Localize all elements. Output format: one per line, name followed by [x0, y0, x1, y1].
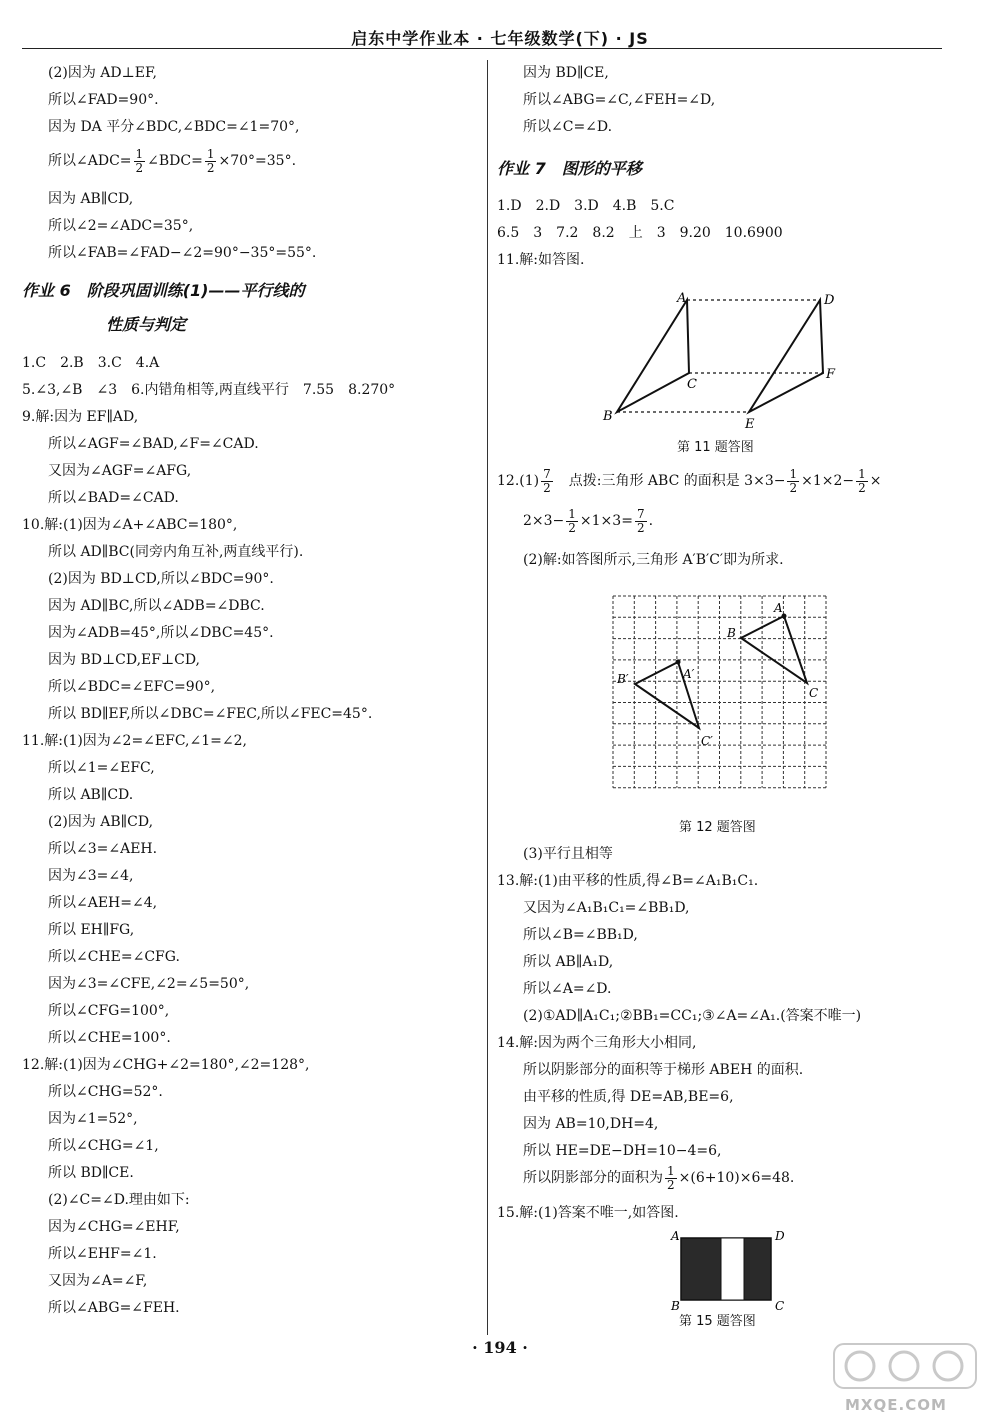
- triangle-abc: [617, 300, 689, 412]
- answer-line: 1.C 2.B 3.C 4.A: [22, 355, 160, 371]
- fraction: [566, 508, 578, 535]
- figure-15-caption: 第 15 题答图: [679, 1314, 756, 1329]
- answer-line: 5.∠3,∠B ∠3 6.内错角相等,两直线平行 7.55 8.270°: [22, 382, 396, 398]
- text-line: 所以∠1=∠EFC,: [48, 760, 155, 776]
- formula-prefix: 所以∠ADC=: [48, 153, 132, 169]
- text-line: 由平移的性质,得 DE=AB,BE=6,: [523, 1089, 734, 1105]
- text-line: 所以 BD∥EF,所以∠DBC=∠FEC,所以∠FEC=45°.: [48, 706, 373, 722]
- vertex-label-a-prime: A′: [683, 667, 695, 681]
- formula-prefix: 所以阴影部分的面积为: [523, 1170, 663, 1186]
- blank-strip: [721, 1238, 744, 1300]
- watermark-url: MXQE.COM: [845, 1396, 947, 1414]
- text-line: 所以∠EHF=∠1.: [48, 1246, 157, 1262]
- text-line: 因为∠CHG=∠EHF,: [48, 1219, 180, 1235]
- page-number: · 194 ·: [472, 1338, 528, 1357]
- text-line: 又因为∠A₁B₁C₁=∠BB₁D,: [523, 900, 690, 916]
- triangle-abc: [741, 616, 807, 683]
- answer-line: 10.解:(1)因为∠A+∠ABC=180°,: [22, 517, 238, 533]
- text-line: 因为∠3=∠CFE,∠2=∠5=50°,: [48, 976, 250, 992]
- vertex-label-d: D: [775, 1230, 785, 1243]
- section-title-7: 作业 7 图形的平移: [497, 159, 642, 178]
- answer-line: 6.5 3 7.2 8.2 上 3 9.20 10.6900: [497, 225, 783, 241]
- text-line: 所以∠BAD=∠CAD.: [48, 490, 179, 506]
- figure-11-caption: 第 11 题答图: [677, 440, 754, 455]
- numerator: 1: [206, 146, 215, 161]
- fraction: [205, 148, 217, 175]
- text-line: 所以 AD∥BC(同旁内角互补,两直线平行).: [48, 544, 304, 560]
- text-line: (2)因为 AD⊥EF,: [48, 65, 157, 81]
- text-line: 所以∠BDC=∠EFC=90°,: [48, 679, 216, 695]
- text-line: 所以 HE=DE−DH=10−4=6,: [523, 1143, 722, 1159]
- numerator: 1: [789, 466, 798, 481]
- numerator: 7: [543, 466, 551, 481]
- formula-suffix: ×(6+10)×6=48.: [678, 1170, 795, 1186]
- text-line: (2)因为 BD⊥CD,所以∠BDC=90°.: [48, 571, 274, 587]
- formula-prefix: 2×3−: [523, 513, 565, 529]
- numerator: 1: [135, 146, 144, 161]
- fraction: [665, 1165, 677, 1192]
- text-line: 所以 AB∥CD.: [48, 787, 134, 803]
- fraction: [787, 468, 799, 495]
- denominator: 2: [636, 520, 645, 535]
- text-line: (2)①AD∥A₁C₁;②BB₁=CC₁;③∠A=∠A₁.(答案不唯一): [523, 1008, 862, 1024]
- text-line: 所以∠ABG=∠C,∠FEH=∠D,: [523, 92, 716, 108]
- answer-line: 11.解:(1)因为∠2=∠EFC,∠1=∠2,: [22, 733, 247, 749]
- answer-line: 9.解:因为 EF∥AD,: [22, 409, 139, 425]
- text-line: 所以 AB∥A₁D,: [523, 954, 614, 970]
- text-line: (2)因为 AB∥CD,: [48, 814, 154, 830]
- column-divider: [487, 60, 488, 1335]
- text-line: 因为 DA 平分∠BDC,∠BDC=∠1=70°,: [48, 119, 300, 135]
- fraction: [856, 468, 868, 495]
- vertex-label-c-prime: C′: [701, 734, 713, 748]
- answer-line: 15.解:(1)答案不唯一,如答图.: [497, 1205, 679, 1221]
- text-line: 所以∠CHG=∠1,: [48, 1138, 159, 1154]
- text-line: 因为 AB∥CD,: [48, 191, 134, 207]
- vertex-label-b-prime: B′: [617, 672, 629, 686]
- text-line: 所以∠AEH=∠4,: [48, 895, 158, 911]
- formula-mid: 点拨:三角形 ABC 的面积是 3×3−: [554, 473, 786, 489]
- triangle-def: [749, 300, 823, 412]
- header-title: 启东中学作业本 · 七年级数学(下) · JS: [351, 29, 649, 48]
- fraction: [134, 148, 146, 175]
- formula-suffix: ×: [869, 473, 882, 489]
- text-line: 因为 BD∥CE,: [523, 65, 609, 81]
- figure-12-grid: [611, 594, 831, 804]
- formula-line: [48, 146, 296, 176]
- figure-15-rectangle: [669, 1230, 799, 1310]
- vertex-label-a: A: [677, 291, 687, 306]
- denominator: 2: [568, 520, 576, 535]
- text-line: 因为 BD⊥CD,EF⊥CD,: [48, 652, 201, 668]
- numerator: 7: [636, 506, 645, 521]
- answer-line: 13.解:(1)由平移的性质,得∠B=∠A₁B₁C₁.: [497, 873, 759, 889]
- denominator: 2: [667, 1177, 675, 1192]
- section-title-6: 作业 6 阶段巩固训练(1)——平行线的: [22, 281, 305, 300]
- text-line: 所以∠A=∠D.: [523, 981, 612, 997]
- text-line: (2)解:如答图所示,三角形 A′B′C′即为所求.: [523, 552, 784, 568]
- vertex-label-b: B: [603, 409, 613, 424]
- text-line: 所以∠ABG=∠FEH.: [48, 1300, 180, 1316]
- text-line: 因为∠ADB=45°,所以∠DBC=45°.: [48, 625, 274, 641]
- fraction: [635, 508, 647, 535]
- text-line: 所以∠2=∠ADC=35°,: [48, 218, 194, 234]
- vertex-label-c: C: [687, 377, 697, 392]
- formula-suffix: .: [648, 513, 654, 529]
- text-line: (2)∠C=∠D.理由如下:: [48, 1192, 190, 1208]
- text-line: 所以∠3=∠AEH.: [48, 841, 158, 857]
- figure-12-caption: 第 12 题答图: [679, 820, 756, 835]
- vertex-label-b: B: [671, 1299, 680, 1310]
- answer-line: 14.解:因为两个三角形大小相同,: [497, 1035, 697, 1051]
- point-a-prime: [676, 660, 681, 665]
- text-line: 所以∠B=∠BB₁D,: [523, 927, 638, 943]
- text-line: 因为∠3=∠4,: [48, 868, 134, 884]
- text-line: 所以∠CFG=100°,: [48, 1003, 170, 1019]
- text-line: (3)平行且相等: [523, 846, 613, 862]
- fraction: [541, 468, 553, 495]
- vertex-label-b: B: [727, 626, 736, 640]
- formula-line: [523, 1163, 794, 1193]
- numerator: 1: [568, 506, 576, 521]
- denominator: 2: [789, 480, 798, 495]
- formula-prefix: 12.(1): [497, 473, 540, 489]
- vertex-label-c: C: [809, 686, 819, 700]
- text-line: 所以∠CHE=∠CFG.: [48, 949, 180, 965]
- vertex-label-f: F: [826, 367, 836, 382]
- answer-line: 1.D 2.D 3.D 4.B 5.C: [497, 198, 675, 214]
- text-line: 所以∠FAB=∠FAD−∠2=90°−35°=55°.: [48, 245, 317, 261]
- formula-line: [497, 466, 882, 496]
- text-line: 又因为∠A=∠F,: [48, 1273, 148, 1289]
- denominator: 2: [543, 480, 551, 495]
- text-line: 所以阴影部分的面积等于梯形 ABEH 的面积.: [523, 1062, 804, 1078]
- text-line: 所以 EH∥FG,: [48, 922, 135, 938]
- answer-line: 11.解:如答图.: [497, 252, 585, 268]
- vertex-label-d: D: [824, 293, 835, 308]
- text-line: 因为∠1=52°,: [48, 1111, 138, 1127]
- vertex-label-e: E: [745, 417, 755, 428]
- vertex-label-a: A: [774, 601, 783, 615]
- formula-mid: ×1×2−: [801, 473, 855, 489]
- numerator: 1: [858, 466, 866, 481]
- denominator: 2: [858, 480, 866, 495]
- vertex-label-a: A: [671, 1230, 680, 1243]
- formula-mid: ×1×3=: [579, 513, 633, 529]
- text-line: 因为 AB=10,DH=4,: [523, 1116, 659, 1132]
- formula-mid: ∠BDC=: [147, 153, 203, 169]
- formula-line: [523, 506, 653, 536]
- denominator: 2: [206, 160, 215, 175]
- header-rule: [22, 48, 942, 49]
- figure-11-translation: [597, 288, 857, 428]
- text-line: 所以∠C=∠D.: [523, 119, 613, 135]
- section-subtitle-6: 性质与判定: [106, 315, 187, 334]
- text-line: 所以 BD∥CE.: [48, 1165, 134, 1181]
- text-line: 因为 AD∥BC,所以∠ADB=∠DBC.: [48, 598, 265, 614]
- text-line: 所以∠CHG=52°.: [48, 1084, 163, 1100]
- vertex-label-c: C: [775, 1299, 785, 1310]
- text-line: 又因为∠AGF=∠AFG,: [48, 463, 192, 479]
- text-line: 所以∠FAD=90°.: [48, 92, 159, 108]
- text-line: 所以∠AGF=∠BAD,∠F=∠CAD.: [48, 436, 259, 452]
- formula-suffix: ×70°=35°.: [218, 153, 297, 169]
- text-line: 所以∠CHE=100°.: [48, 1030, 171, 1046]
- denominator: 2: [135, 160, 144, 175]
- answer-line: 12.解:(1)因为∠CHG+∠2=180°,∠2=128°,: [22, 1057, 310, 1073]
- numerator: 1: [667, 1163, 675, 1178]
